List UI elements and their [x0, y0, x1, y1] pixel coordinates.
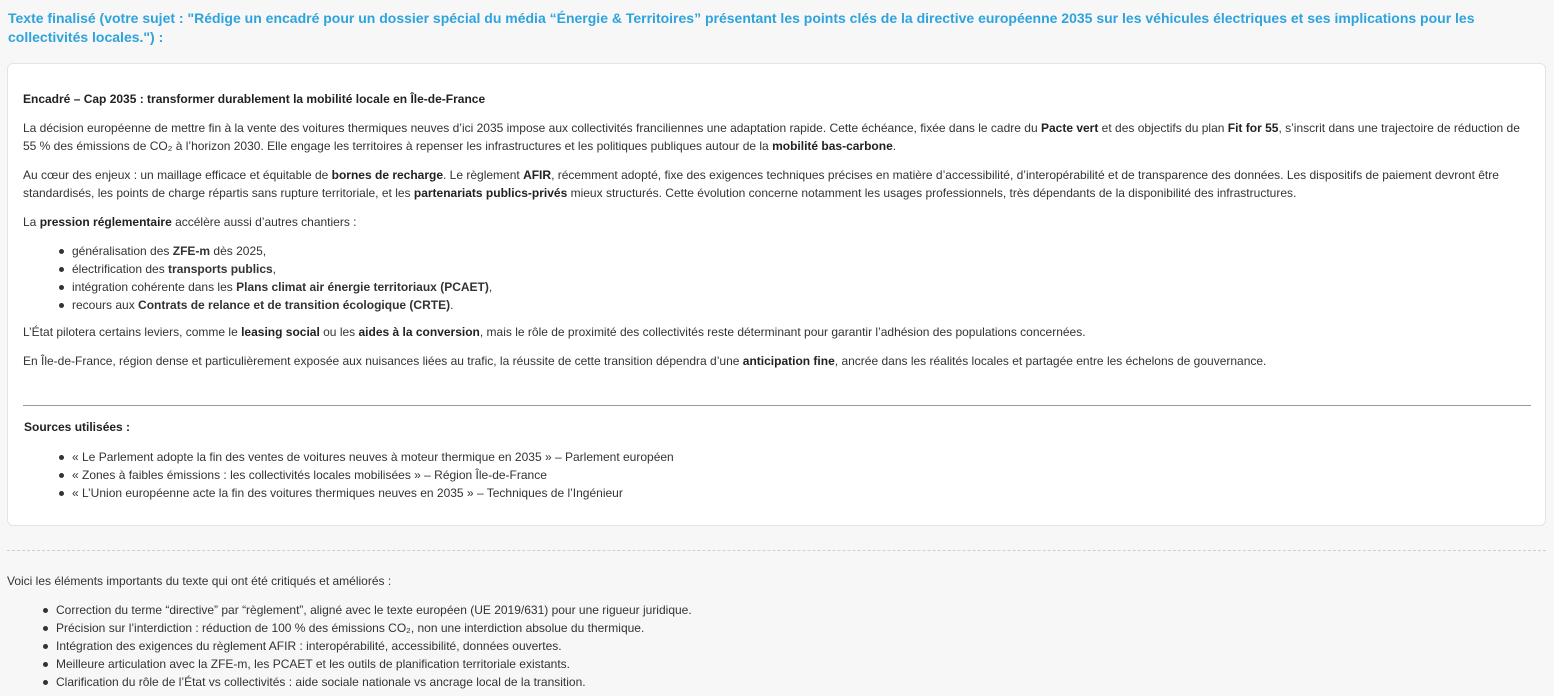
paragraph-4: L’État pilotera certains leviers, comme le leasing social ou les aides à la conversion, mais le rôle de proximité des collectivités reste déterminant pour garantir l’adhésion des populations concernées. [23, 325, 1086, 339]
critique-item: Clarification du rôle de l’État vs collectivités : aide sociale nationale vs ancrage local de la transition. [56, 673, 692, 691]
dashed-separator [7, 550, 1546, 551]
encadre-title: Encadré – Cap 2035 : transformer durablement la mobilité locale en Île-de-France [23, 92, 486, 106]
chantiers-list [72, 242, 492, 314]
paragraph-1: La décision européenne de mettre fin à la vente des voitures thermiques neuves d’ici 2035 impose aux collectivités franciliennes une adaptation rapide. Cette échéance, fixée dans le cadre du Pacte vert et des objectifs du plan Fit for 55, s’inscrit dans une trajectoire de réduction de 55 % des émissions de CO₂ à l’horizon 2030. Elle engage les territoires à repenser les infrastructures et les politiques publiques autour de la mobilité bas-carbone. [23, 121, 1520, 153]
list-item: électrification des transports publics, [72, 260, 492, 278]
source-item: « L’Union européenne acte la fin des voitures thermiques neuves en 2035 » – Techniques de l’Ingénieur [72, 484, 674, 502]
paragraph-3: La pression réglementaire accélère aussi d’autres chantiers : [23, 215, 357, 229]
list-item: intégration cohérente dans les Plans climat air énergie territoriaux (PCAET), [72, 280, 493, 294]
critique-item: Intégration des exigences du règlement AFIR : interopérabilité, accessibilité, données ouvertes. [56, 637, 692, 655]
list-item: recours aux Contrats de relance et de transition écologique (CRTE). [72, 296, 492, 314]
critique-item: Correction du terme “directive” par “règlement”, aligné avec le texte européen (UE 2019/631) pour une rigueur juridique. [56, 603, 692, 617]
critique-item: Meilleure articulation avec la ZFE-m, les PCAET et les outils de planification territoriale existants. [56, 655, 692, 673]
paragraph-5: En Île-de-France, région dense et particulièrement exposée aux nuisances liées au trafic, la réussite de cette transition dépendra d’une anticipation fine, ancrée dans les réalités locales et partagée entre les échelons de gouvernance. [23, 354, 1267, 368]
sources-title: Sources utilisées : [24, 420, 131, 434]
page-heading: Texte finalisé (votre sujet : "Rédige un encadré pour un dossier spécial du média “Énergie & Territoires” présentant les points clés de la directive européenne 2035 sur les véhicules électriques et ses implications pour les collectivités locales.") : [8, 10, 1475, 45]
paragraph-2: Au cœur des enjeux : un maillage efficace et équitable de bornes de recharge. Le règlement AFIR, récemment adopté, fixe des exigences techniques précises en matière d’accessibilité, d’interopérabilité et de transparence des données. Les dispositifs de paiement devront être standardisés, les points de charge répartis sans rupture territoriale, et les partenariats publics-privés mieux structurés. Cette évolution concerne notamment les usages professionnels, très dépendants de la disponibilité des infrastructures. [23, 168, 1499, 200]
list-item: généralisation des ZFE-m dès 2025, [72, 242, 492, 260]
sources-list [72, 448, 674, 502]
source-item: « Zones à faibles émissions : les collectivités locales mobilisées » – Région Île-de-France [72, 466, 674, 484]
critique-item: Précision sur l’interdiction : réduction de 100 % des émissions CO₂, non une interdiction absolue du thermique. [56, 619, 692, 637]
critique-list [56, 601, 692, 691]
section-divider [23, 405, 1531, 406]
encadre-card [7, 63, 1546, 526]
critique-intro: Voici les éléments importants du texte qui ont été critiqués et améliorés : [7, 574, 392, 588]
source-item: « Le Parlement adopte la fin des ventes de voitures neuves à moteur thermique en 2035 » – Parlement européen [72, 450, 674, 464]
